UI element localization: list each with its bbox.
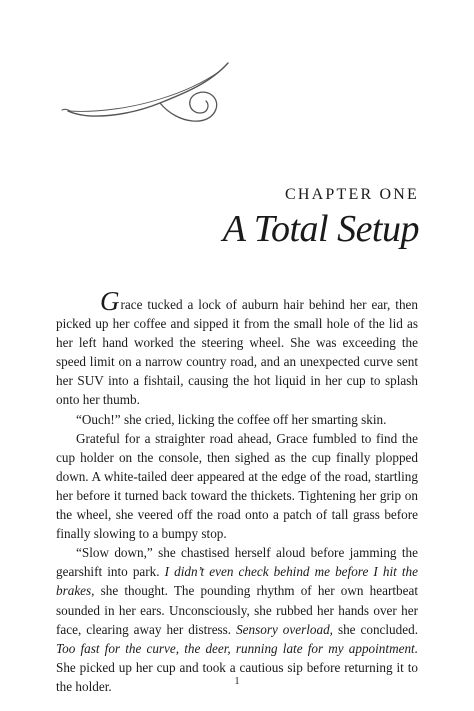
chapter-label: CHAPTER ONE: [285, 186, 419, 203]
text-run: “Ouch!” she cried, licking the coffee off her smarting skin.: [76, 411, 387, 427]
text-run: She picked up her cup and took a cautious sip before returning it to the holder.: [56, 659, 418, 694]
paragraph: [56, 429, 418, 544]
text-run: “Slow down,” she chastised herself aloud before jamming the gearshift into park.: [56, 545, 418, 580]
flourish-swirl-icon: [60, 55, 240, 130]
chapter-title: A Total Setup: [222, 208, 419, 250]
italic-text: Sensory overload,: [236, 621, 333, 637]
page-number: 1: [234, 676, 240, 687]
paragraph: [56, 410, 418, 429]
italic-text: I didn’t even check behind me before I hit the brakes,: [56, 564, 418, 599]
text-run: she thought. The pounding rhythm of her own heartbeat sounded in her ears. Unconsciously, she rubbed her hands over her face, clearing away her distress.: [56, 583, 418, 637]
paragraph: [56, 543, 418, 696]
drop-cap: G: [100, 286, 120, 316]
text-run: Grateful for a straighter road ahead, Grace fumbled to find the cup holder on the console, then sighed as the cup finally plopped down. A white-tailed deer appeared at the edge of the road, startling her before it turned back toward the thickets. Tightening her grip on the wheel, she veered off the road onto a patch of tall grass before finally slowing to a bumpy stop.: [56, 430, 418, 542]
chapter-body: [56, 286, 418, 696]
text-run: race tucked a lock of auburn hair behind her ear, then picked up her coffee and sipped it from the small hole of the lid as her left hand worked the steering wheel. She was exceeding the speed limit on a narrow country road, and an unexpected curve sent her SUV into a fishtail, causing the hot liquid in her cup to splash onto her thumb.: [56, 297, 418, 408]
text-run: she concluded.: [332, 621, 418, 637]
italic-text: Too fast for the curve, the deer, running late for my appointment.: [56, 640, 418, 656]
paragraph: [56, 286, 418, 410]
